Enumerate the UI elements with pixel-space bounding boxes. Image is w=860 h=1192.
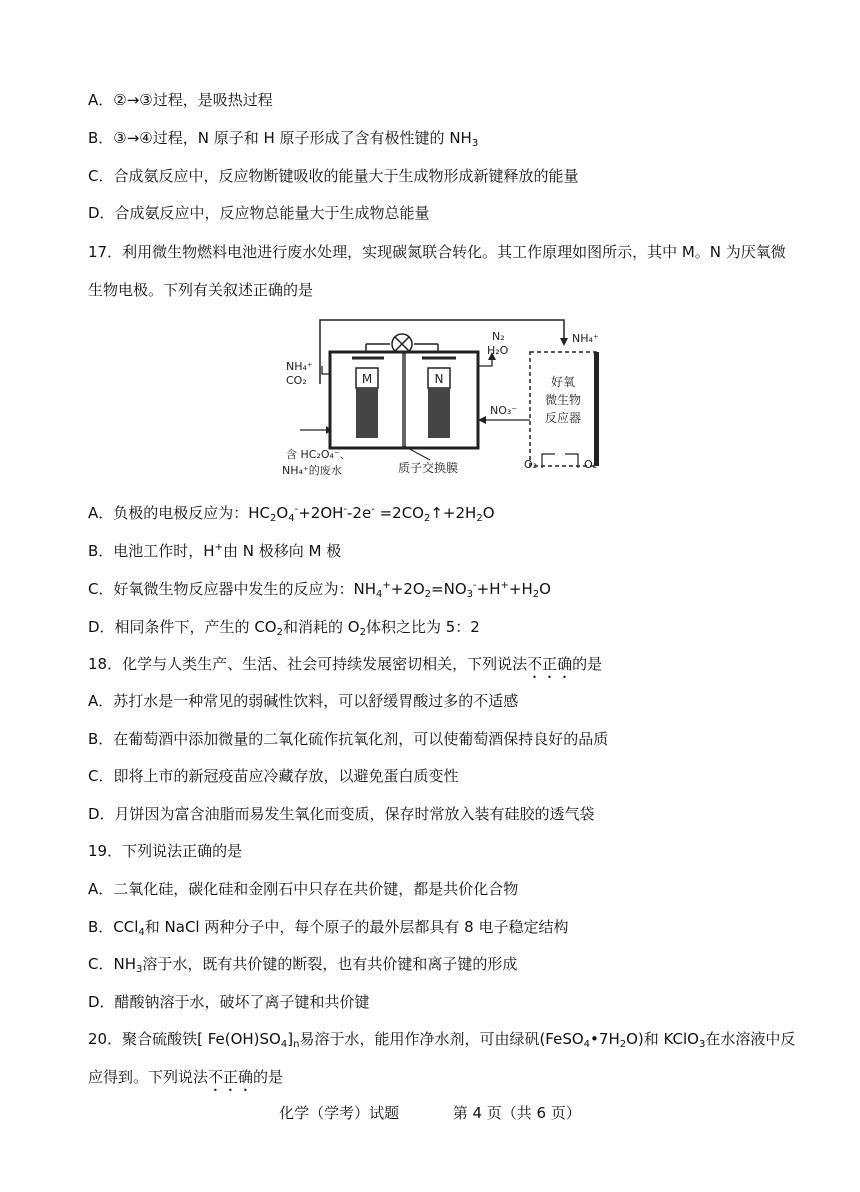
label-nh4-top: NH₄⁺	[572, 332, 599, 345]
q17-stem-line1: 17．利用微生物燃料电池进行废水处理，实现碳氮联合转化。其工作原理如图所示，其中 M。N 为厌氧微	[88, 243, 786, 261]
q17-stem-line2: 生物电极。下列有关叙述正确的是	[88, 281, 314, 299]
q19-stem: 19．下列说法正确的是	[88, 842, 243, 860]
label-membrane: 质子交换膜	[398, 461, 459, 475]
q17-option-c: C．好氧微生物反应器中发生的反应为：$NH_4^++2O_2=NO_3^-+H^++H_2O$	[88, 580, 551, 600]
electrode-m	[356, 388, 378, 438]
q18-option-b: B．在葡萄酒中添加微量的二氧化硫作抗氧化剂，可以使葡萄酒保持良好的品质	[88, 730, 609, 748]
label-waste-1: 含 HC₂O₄⁻、	[286, 448, 351, 461]
q19-option-b: B．CCl$_4$和 NaCl 两种分子中，每个原子的最外层都具有 8 电子稳定结构	[88, 918, 569, 938]
label-n2: N₂	[492, 330, 505, 343]
q18-stem: 18．化学与人类生产、生活、社会可持续发展密切相关，下列说法不正确的是	[88, 655, 603, 673]
q17-option-d: D．相同条件下，产生的 $CO_2$和消耗的 $O_2$体积之比为 5：2	[88, 618, 480, 638]
aerobic-reactor	[530, 352, 596, 466]
label-no3: NO₃⁻	[490, 404, 518, 417]
q19-option-c: C．$NH_3$溶于水，既有共价键的断裂，也有共价键和离子键的形成	[88, 955, 518, 975]
label-h2o: H₂O	[487, 344, 509, 357]
q18-option-c: C．即将上市的新冠疫苗应冷藏存放，以避免蛋白质变性	[88, 767, 459, 785]
reactor-label-1: 好氧	[550, 375, 576, 389]
q17-option-b: B．电池工作时，H+由 N 极移向 M 极	[88, 542, 342, 560]
q18-option-d: D．月饼因为富含油脂而易发生氧化而变质，保存时常放入装有硅胶的透气袋	[88, 805, 595, 823]
q20-stem-line2: 应得到。下列说法不正确的是	[88, 1068, 284, 1086]
footer-subject: 化学（学考）试题	[279, 1104, 400, 1122]
q16-option-a: A．②→③过程，是吸热过程	[88, 91, 273, 109]
q18-option-a: A．苏打水是一种常见的弱碱性饮料，可以舒缓胃酸过多的不适感	[88, 692, 519, 710]
reactor-label-3: 反应器	[544, 411, 582, 425]
electrode-n	[428, 388, 450, 438]
label-waste-2: NH₄⁺的废水	[282, 464, 342, 477]
electrode-n-label: N	[434, 372, 444, 386]
page-footer	[0, 1102, 860, 1123]
electrode-m-label: M	[361, 372, 373, 386]
label-nh4-left: NH₄⁺	[286, 360, 313, 373]
q16-option-d: D．合成氨反应中，反应物总能量大于生成物总能量	[88, 204, 430, 222]
fuel-cell-diagram	[280, 318, 610, 480]
label-co2: CO₂	[286, 374, 307, 387]
q17-option-a: A．负极的电极反应为：$HC_2O_4^-+2OH^--2e^-$ $=2CO_2↑+2H_2O$	[88, 504, 495, 524]
q16-option-c: C．合成氨反应中，反应物断键吸收的能量大于生成物形成新键释放的能量	[88, 167, 579, 185]
q19-option-d: D．醋酸钠溶于水，破坏了离子键和共价键	[88, 993, 370, 1011]
q16-option-b: B．③→④过程，N 原子和 H 原子形成了含有极性键的 $NH_3$	[88, 129, 479, 149]
label-o2-right: O₂	[584, 458, 598, 471]
q19-option-a: A．二氧化硅，碳化硅和金刚石中只存在共价键，都是共价化合物	[88, 880, 519, 898]
footer-page-number: 第 4 页（共 6 页）	[452, 1104, 581, 1122]
label-o2-left: O₂	[524, 458, 538, 471]
reactor-label-2: 微生物	[544, 393, 582, 407]
q20-stem-line1: 20．聚合硫酸铁[ $Fe(OH)SO_4]_n$易溶于水，能用作净水剂，可由绿矾$(FeSO_4•7H_2O)$和 KClO$_3$在水溶液中反	[88, 1030, 796, 1050]
